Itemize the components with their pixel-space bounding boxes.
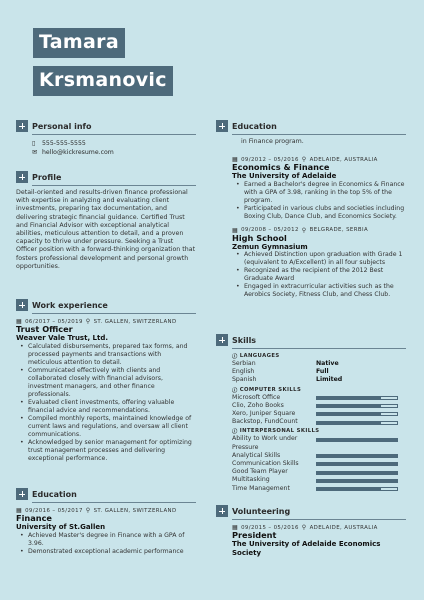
education-location: BELGRADE, SERBIA xyxy=(309,227,369,234)
volunteering-dates: 09/2015 – 05/2016 xyxy=(241,524,299,531)
language-level: Limited xyxy=(316,376,343,384)
job-employer: Weaver Vale Trust, Ltd. xyxy=(16,334,109,342)
interpersonal-skill-row xyxy=(232,460,406,468)
skill-level-bar xyxy=(316,412,398,416)
skill-name: Time Management xyxy=(232,484,290,492)
education-bullets xyxy=(232,181,406,221)
skill-level-bar xyxy=(316,404,398,408)
education-school: The University of Adelaide xyxy=(232,172,337,181)
info-icon: ⓘ xyxy=(232,387,238,394)
education-location: ST. GALLEN, SWITZERLAND xyxy=(93,507,177,514)
education-dates: 09/2012 – 05/2016 xyxy=(241,156,299,163)
computer-skill-row xyxy=(232,402,406,410)
location-pin-icon: ⚲ xyxy=(301,226,307,234)
calendar-icon: ▦ xyxy=(232,524,239,531)
list-item: • Engaged in extracurricular activities such as the Aerobics Society, Fitness Club, and Chess Club. xyxy=(232,283,406,299)
skill-level-bar xyxy=(316,487,398,491)
email-icon: ✉ xyxy=(32,149,38,156)
language-row xyxy=(232,376,406,384)
skill-name: Good Team Player xyxy=(232,468,288,476)
interpersonal-skill-row xyxy=(232,485,406,493)
skill-name: Multitasking xyxy=(232,476,270,484)
plus-icon xyxy=(16,120,28,132)
skill-level-bar xyxy=(316,471,398,475)
education-dates: 09/2008 – 05/2012 xyxy=(241,227,299,234)
skill-name: Xero, Juniper Square xyxy=(232,410,296,418)
phone-row xyxy=(32,139,196,148)
section-title: Skills xyxy=(232,335,257,345)
languages-label: ⓘ LANGUAGES xyxy=(232,353,280,360)
skill-level-fill xyxy=(317,422,381,424)
computer-skills-list xyxy=(232,394,406,427)
language-row xyxy=(232,360,406,368)
skill-level-bar xyxy=(316,421,398,425)
volunteering-role: President xyxy=(232,530,277,540)
plus-icon xyxy=(216,120,228,132)
section-title: Education xyxy=(32,489,77,499)
work-experience-section xyxy=(16,298,196,463)
skill-name: Backstop, FundCount xyxy=(232,418,298,426)
divider xyxy=(232,519,406,520)
profile-text: Detail-oriented and results-driven finance professional with expertise in analyzing and evaluating client investments, preparing tax documentation, and delivering strategic financial guidance. Certified Trust and Financial Advisor with exceptional analytical abilities, meticulous attention to detail, and a proven capacity to thrive under pressure. Seeking a Trust Officer position with a forward-thinking organization that fosters professional development and personal growth opportunities. xyxy=(16,189,196,270)
location-pin-icon: ⚲ xyxy=(301,524,307,531)
section-title: Personal info xyxy=(32,121,92,131)
language-level: Native xyxy=(316,360,339,367)
first-name: Tamara xyxy=(33,28,125,58)
section-title: Volunteering xyxy=(232,506,291,516)
job-dates: 06/2017 – 05/2019 xyxy=(25,318,83,325)
plus-icon xyxy=(16,171,28,183)
section-title: Work experience xyxy=(32,300,108,310)
education-dates: 09/2016 – 05/2017 xyxy=(25,507,83,514)
list-item: • Calculated disbursements, prepared tax forms, and processed payments and transactions with meticulous attention to detail. xyxy=(16,343,196,367)
education-location: ADELAIDE, AUSTRALIA xyxy=(309,156,378,163)
skill-level-fill xyxy=(317,472,397,474)
job-role: Trust Officer xyxy=(16,324,73,334)
skill-level-fill xyxy=(317,480,397,482)
divider xyxy=(32,313,196,314)
interpersonal-skills-label: ⓘ INTERPERSONAL SKILLS xyxy=(232,428,320,436)
divider xyxy=(32,502,196,503)
plus-icon xyxy=(16,488,28,500)
plus-icon xyxy=(16,299,28,311)
skill-level-fill xyxy=(317,488,381,490)
plus-icon xyxy=(216,505,228,517)
list-item: • Demonstrated exceptional academic performance xyxy=(16,548,196,556)
language-level: Full xyxy=(316,368,329,376)
skill-name: Communication Skills xyxy=(232,460,299,468)
education-section-left xyxy=(16,487,196,556)
skills-section xyxy=(216,333,406,493)
divider xyxy=(232,134,406,135)
job-location: ST. GALLEN, SWITZERLAND xyxy=(93,318,177,325)
list-item: • Achieved Master's degree in Finance with a GPA of 3.96. xyxy=(16,532,196,548)
languages-list xyxy=(232,360,406,385)
calendar-icon: ▦ xyxy=(232,226,239,234)
email: hello@kickresume.com xyxy=(42,149,114,156)
language-name: Serbian xyxy=(232,360,256,367)
education-school: Zemun Gymnasium xyxy=(232,242,308,251)
divider xyxy=(232,348,406,349)
info-icon: ⓘ xyxy=(232,429,238,436)
education-bullets xyxy=(16,532,196,556)
skill-level-bar xyxy=(316,454,398,458)
skill-level-bar xyxy=(316,396,398,400)
education-section-right xyxy=(216,119,406,299)
divider xyxy=(32,185,196,186)
email-row xyxy=(32,148,196,157)
list-item: • Acknowledged by senior management for optimizing trust management processes and delivering exceptional performance. xyxy=(16,439,196,463)
last-name: Krsmanovic xyxy=(33,66,173,96)
computer-skill-row xyxy=(232,394,406,402)
calendar-icon: ▦ xyxy=(16,318,23,325)
computer-skills-label: ⓘ COMPUTER SKILLS xyxy=(232,386,302,394)
skill-level-fill xyxy=(317,439,397,441)
section-title: Profile xyxy=(32,172,62,182)
skill-level-fill xyxy=(317,413,381,415)
location-pin-icon: ⚲ xyxy=(85,318,91,325)
computer-skill-row xyxy=(232,418,406,426)
skill-level-fill xyxy=(317,463,397,465)
skill-name: Microsoft Office xyxy=(232,393,281,401)
phone-icon: ▯ xyxy=(32,140,36,147)
education-field: High School xyxy=(232,232,287,243)
interpersonal-skill-row xyxy=(232,468,406,476)
volunteering-location: ADELAIDE, AUSTRALIA xyxy=(309,524,378,531)
list-item: • Compiled monthly reports, maintained knowledge of current laws and regulations, and oversaw all client communications. xyxy=(16,415,196,439)
location-pin-icon: ⚲ xyxy=(85,507,91,514)
skill-level-fill xyxy=(317,405,381,407)
education-continued: in Finance program. xyxy=(241,138,304,145)
interpersonal-skill-row xyxy=(232,435,406,451)
education-school: University of St.Gallen xyxy=(16,523,106,531)
phone: 555-555-5555 xyxy=(42,140,86,147)
interpersonal-skills-list xyxy=(232,435,406,492)
language-name: Spanish xyxy=(232,376,257,384)
education-field: Economics & Finance xyxy=(232,162,330,173)
skill-name: Ability to Work under Pressure xyxy=(232,435,298,451)
calendar-icon: ▦ xyxy=(16,507,23,514)
list-item: • Participated in various clubs and societies including Boxing Club, Dance Club, and Economics Society. xyxy=(232,205,406,221)
skill-level-bar xyxy=(316,479,398,483)
computer-skill-row xyxy=(232,410,406,418)
volunteering-org: The University of Adelaide Economics Society xyxy=(232,540,381,557)
divider xyxy=(32,134,196,135)
calendar-icon: ▦ xyxy=(232,156,239,164)
skill-level-fill xyxy=(317,397,381,399)
education-bullets xyxy=(232,251,406,299)
location-pin-icon: ⚲ xyxy=(301,156,307,164)
info-icon: ⓘ xyxy=(232,354,238,360)
language-name: English xyxy=(232,368,255,376)
list-item: • Communicated effectively with clients and collaborated closely with financial advisors, investment managers, and other finance professionals. xyxy=(16,367,196,399)
list-item: • Earned a Bachelor's degree in Economics & Finance with a GPA of 3.98, ranking in the top 5% of the program. xyxy=(232,181,406,205)
skill-name: Clio, Zoho Books xyxy=(232,401,284,409)
job-bullets xyxy=(16,343,196,463)
plus-icon xyxy=(216,334,228,346)
interpersonal-skill-row xyxy=(232,476,406,484)
list-item: • Recognized as the recipient of the 2012 Best Graduate Award xyxy=(232,267,406,283)
profile-section xyxy=(16,170,196,271)
skill-name: Analytical Skills xyxy=(232,451,281,459)
language-row xyxy=(232,368,406,376)
volunteering-section xyxy=(216,504,406,557)
skill-level-bar xyxy=(316,438,398,442)
personal-info-section xyxy=(16,119,196,157)
skill-level-bar xyxy=(316,462,398,466)
section-title: Education xyxy=(232,121,277,131)
skill-level-fill xyxy=(317,455,397,457)
education-field: Finance xyxy=(16,513,52,523)
interpersonal-skill-row xyxy=(232,452,406,460)
list-item: • Achieved Distinction upon graduation with Grade 1 (equivalent to A/Excellent) in all four subjects xyxy=(232,251,406,267)
list-item: • Evaluated client investments, offering valuable financial advice and recommendations. xyxy=(16,399,196,415)
